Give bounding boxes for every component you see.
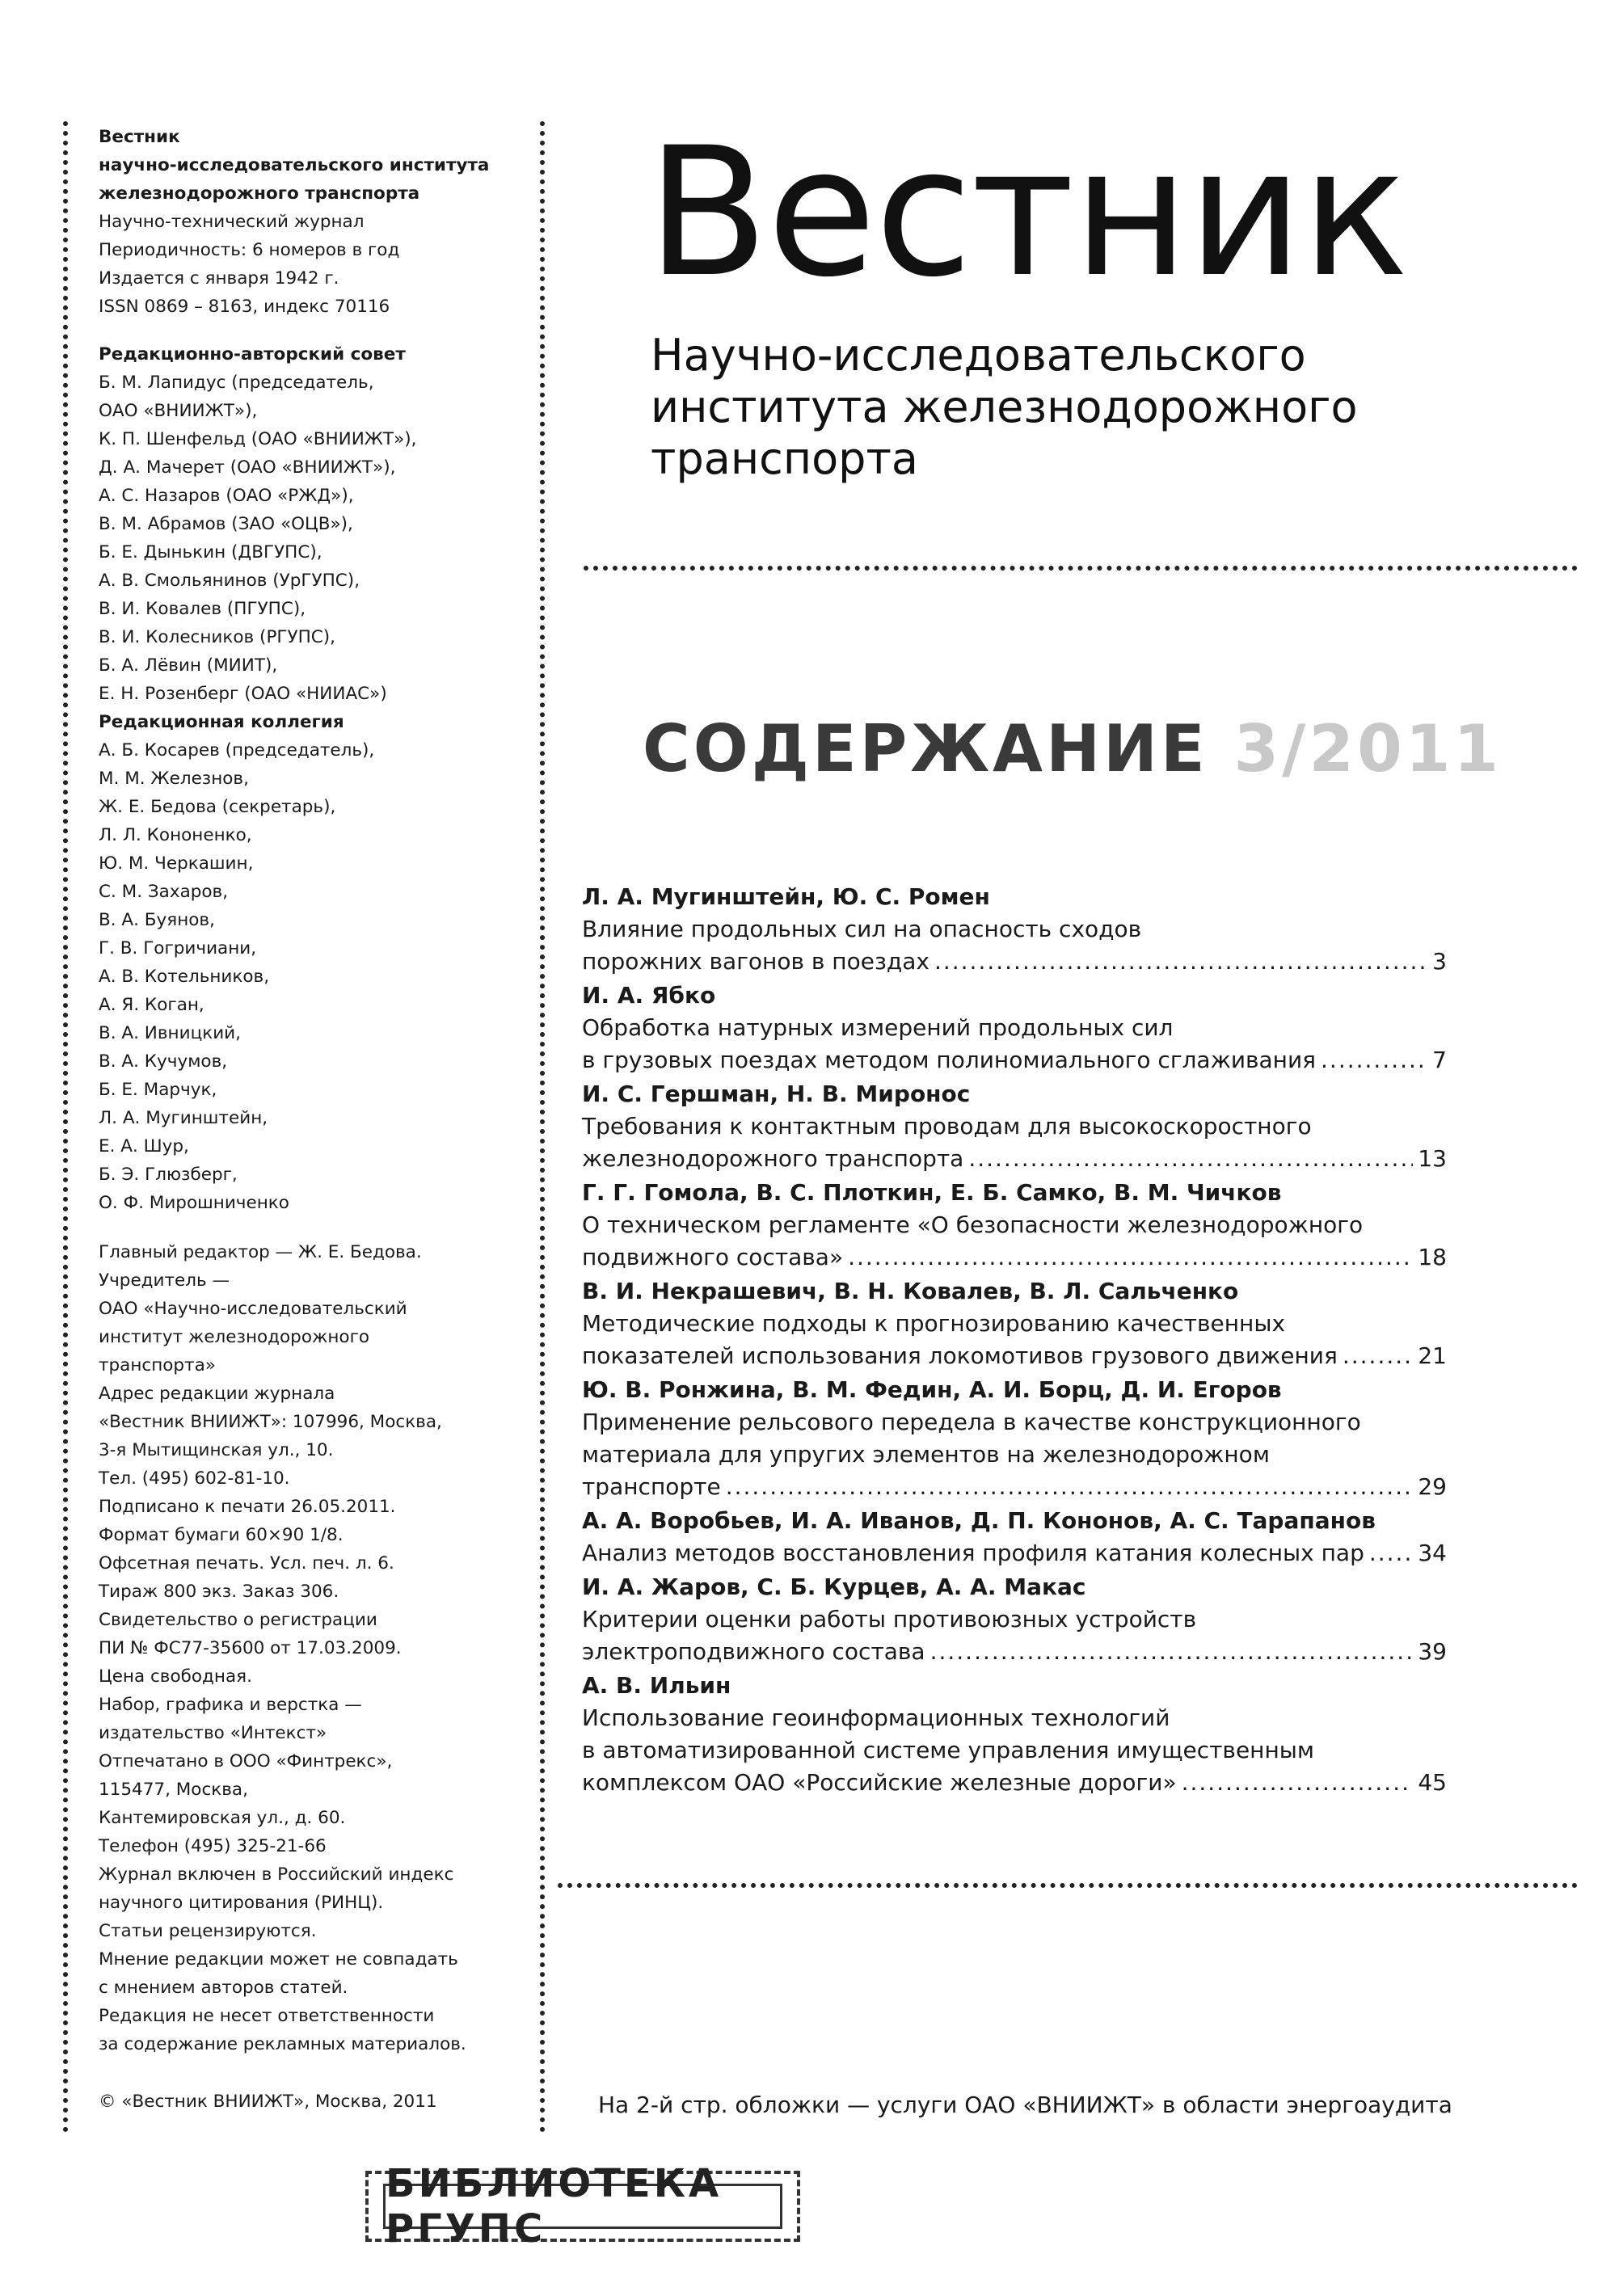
list-line: А. В. Смольянинов (УрГУПС), [99, 571, 360, 591]
toc-authors: Г. Г. Гомола, В. С. Плоткин, Е. Б. Самко, В. М. Чичков [582, 1179, 1282, 1206]
list-line: М. М. Железнов, [99, 769, 249, 789]
list-line: Д. А. Мачерет (ОАО «ВНИИЖТ»), [99, 457, 396, 478]
toc-title-line: Методические подходы к прогнозированию качественных [582, 1310, 1286, 1337]
list-line: Адрес редакции журнала [99, 1384, 335, 1404]
toc-entry [582, 1670, 1447, 1799]
list-line: ПИ № ФС77-35600 от 17.03.2009. [99, 1638, 402, 1658]
toc-leader-dots [968, 1143, 1413, 1175]
list-line: О. Ф. Мирошниченко [99, 1193, 289, 1213]
toc-leader-row [582, 1340, 1447, 1372]
info-line: ISSN 0869 – 8163, индекс 70116 [99, 297, 390, 317]
list-line: Мнение редакции может не совпадать [99, 1949, 458, 1970]
stamp-text: БИБЛИОТЕКА РГУПС [383, 2184, 782, 2229]
list-line: Редакция не несет ответственности [99, 2006, 435, 2026]
info-line: Издается с января 1942 г. [99, 268, 339, 289]
toc-leader-dots [930, 1636, 1414, 1668]
toc-authors: А. В. Ильин [582, 1672, 731, 1699]
toc-title-line: в автоматизированной системе управления имущественным [582, 1737, 1315, 1763]
list-line: В. А. Буянов, [99, 910, 215, 930]
toc-title-line: Анализ методов восстановления профиля катания колесных пар [582, 1540, 1364, 1566]
list-line: Главный редактор — Ж. Е. Бедова. [99, 1242, 422, 1262]
list-line: В. А. Ивницкий, [99, 1023, 241, 1043]
toc-leader-dots [1343, 1340, 1414, 1372]
toc-page-number: 13 [1418, 1145, 1447, 1172]
toc-page-number: 3 [1432, 948, 1447, 975]
list-line: Статьи рецензируются. [99, 1921, 317, 1941]
list-line: издательство «Интекст» [99, 1723, 327, 1743]
council-title: Редакционно-авторский совет [99, 344, 406, 364]
toc-leader-row [582, 1767, 1447, 1799]
list-line: Набор, графика и верстка — [99, 1695, 362, 1715]
toc-leader-row [582, 1044, 1447, 1076]
toc-entry [582, 1275, 1447, 1372]
toc-leader-dots [934, 946, 1427, 978]
list-line: Свидетельство о регистрации [99, 1610, 377, 1630]
list-line: Телефон (495) 325-21-66 [99, 1836, 327, 1856]
toc-entry [582, 1505, 1447, 1569]
list-line: Тел. (495) 602-81-10. [99, 1468, 290, 1489]
toc-leader-row [582, 1636, 1447, 1668]
list-line: Б. Е. Дынькин (ДВГУПС), [99, 542, 322, 562]
toc-entry [582, 881, 1447, 978]
toc-page-number: 21 [1418, 1342, 1447, 1369]
toc-authors: В. И. Некрашевич, В. Н. Ковалев, В. Л. Сальченко [582, 1278, 1239, 1304]
list-line: ОАО «Научно-исследовательский [99, 1299, 407, 1319]
list-line: Тираж 800 экз. Заказ 306. [99, 1582, 339, 1602]
list-line: Учредитель — [99, 1270, 230, 1291]
issue-number: 3/2011 [1233, 711, 1503, 786]
list-line: Е. А. Шур, [99, 1136, 189, 1156]
council-list [99, 369, 519, 708]
subtitle-line: института железнодорожного [651, 381, 1358, 432]
list-line: Е. Н. Розенберг (ОАО «НИИАС») [99, 684, 387, 704]
toc-title-line: порожних вагонов в поездах [582, 948, 929, 975]
toc-page-number: 29 [1418, 1473, 1447, 1500]
list-line: А. Я. Коган, [99, 995, 204, 1015]
library-stamp [365, 2161, 800, 2252]
table-of-contents [582, 881, 1447, 1801]
journal-info [99, 208, 519, 321]
contents-label: СОДЕРЖАНИЕ [643, 711, 1208, 786]
toc-leader-dots [1369, 1537, 1414, 1569]
list-line: транспорта» [99, 1355, 216, 1375]
list-line: Б. А. Лёвин (МИИТ), [99, 655, 278, 676]
left-dotted-border [63, 121, 68, 2134]
info-line: Периодичность: 6 номеров в год [99, 240, 400, 260]
list-line: Журнал включен в Российский индекс [99, 1864, 454, 1885]
middle-dotted-border [540, 121, 545, 2134]
toc-leader-dots [1321, 1044, 1427, 1076]
toc-leader-row [582, 1537, 1447, 1569]
list-line: С. М. Захаров, [99, 882, 229, 902]
toc-authors: И. С. Гершман, Н. В. Миронос [582, 1081, 971, 1107]
list-line: А. С. Назаров (ОАО «РЖД»), [99, 486, 354, 506]
masthead-subtitle [651, 330, 1358, 485]
toc-page-number: 45 [1418, 1769, 1447, 1796]
toc-page-number: 18 [1418, 1244, 1447, 1270]
toc-authors: И. А. Жаров, С. Б. Курцев, А. А. Макас [582, 1573, 1086, 1600]
toc-title-line: Влияние продольных сил на опасность сходов [582, 916, 1142, 942]
toc-entry [582, 1078, 1447, 1175]
board-title: Редакционная коллегия [99, 712, 344, 732]
toc-title-line: в грузовых поездах методом полиномиального сглаживания [582, 1047, 1317, 1073]
toc-authors: А. А. Воробьев, И. А. Иванов, Д. П. Кононов, А. С. Тарапанов [582, 1507, 1376, 1534]
top-dotted-rule [584, 566, 1578, 571]
list-line: В. И. Ковалев (ПГУПС), [99, 599, 306, 619]
contents-heading [643, 711, 1502, 786]
toc-entry [582, 1571, 1447, 1668]
list-line: ОАО «ВНИИЖТ»), [99, 401, 258, 421]
toc-page-number: 39 [1418, 1638, 1447, 1665]
journal-name-line: Вестник [99, 127, 180, 147]
toc-title-line: подвижного состава» [582, 1244, 844, 1270]
toc-title-line: Обработка натурных измерений продольных сил [582, 1014, 1174, 1041]
toc-title-line: железнодорожного транспорта [582, 1145, 964, 1172]
toc-authors: И. А. Ябко [582, 982, 716, 1009]
copyright: © «Вестник ВНИИЖТ», Москва, 2011 [99, 2092, 437, 2112]
toc-entry [582, 1374, 1447, 1503]
subtitle-line: Научно-исследовательского [651, 330, 1306, 381]
list-line: Формат бумаги 60×90 1/8. [99, 1525, 344, 1545]
list-line: с мнением авторов статей. [99, 1978, 348, 1998]
list-line: В. М. Абрамов (ЗАО «ОЦВ»), [99, 514, 353, 534]
toc-page-number: 34 [1418, 1540, 1447, 1566]
imprint-details [99, 1238, 519, 2058]
toc-title-line: материала для упругих элементов на железнодорожном [582, 1441, 1270, 1468]
toc-leader-dots [726, 1471, 1414, 1503]
masthead-title: Вестник [647, 109, 1408, 316]
toc-title-line: электроподвижного состава [582, 1638, 925, 1665]
toc-entry [582, 1177, 1447, 1274]
list-line: Отпечатано в ООО «Финтрекс», [99, 1751, 393, 1772]
list-line: 115477, Москва, [99, 1780, 248, 1800]
toc-authors: Л. А. Мугинштейн, Ю. С. Ромен [582, 883, 990, 910]
toc-title-line: комплексом ОАО «Российские железные дороги» [582, 1769, 1177, 1796]
list-line: В. И. Колесников (РГУПС), [99, 627, 336, 647]
list-line: Подписано к печати 26.05.2011. [99, 1497, 396, 1517]
subtitle-line: транспорта [651, 433, 918, 484]
list-line: Ж. Е. Бедова (секретарь), [99, 797, 336, 817]
toc-entry [582, 979, 1447, 1076]
toc-leader-row [582, 1471, 1447, 1503]
list-line: К. П. Шенфельд (ОАО «ВНИИЖТ»), [99, 429, 417, 449]
list-line: Г. В. Гогричиани, [99, 938, 257, 958]
list-line: В. А. Кучумов, [99, 1051, 228, 1072]
toc-title-line: транспорте [582, 1473, 721, 1500]
toc-title-line: Применение рельсового передела в качестве конструкционного [582, 1409, 1361, 1435]
list-line: институт железнодорожного [99, 1327, 370, 1347]
toc-title-line: О техническом регламенте «О безопасности железнодорожного [582, 1211, 1364, 1238]
toc-title-line: показателей использования локомотивов грузового движения [582, 1342, 1338, 1369]
toc-leader-row [582, 1143, 1447, 1175]
toc-leader-row [582, 1241, 1447, 1274]
list-line: Кантемировская ул., д. 60. [99, 1808, 346, 1828]
list-line: за содержание рекламных материалов. [99, 2034, 466, 2054]
toc-title-line: Требования к контактным проводам для высокоскоростного [582, 1113, 1312, 1140]
list-line: Б. Е. Марчук, [99, 1080, 217, 1100]
list-line: Б. М. Лапидус (председатель, [99, 373, 374, 393]
list-line: 3-я Мытищинская ул., 10. [99, 1440, 334, 1460]
list-line: Л. А. Мугинштейн, [99, 1108, 268, 1128]
journal-name-line: научно-исследовательского института [99, 155, 490, 175]
list-line: «Вестник ВНИИЖТ»: 107996, Москва, [99, 1412, 442, 1432]
list-line: Л. Л. Кононенко, [99, 825, 252, 845]
list-line: Ю. М. Черкашин, [99, 853, 254, 874]
journal-name-line: железнодорожного транспорта [99, 183, 420, 204]
toc-authors: Ю. В. Ронжина, В. М. Федин, А. И. Борц, Д. И. Егоров [582, 1376, 1282, 1403]
toc-title-line: Использование геоинформационных технологий [582, 1704, 1170, 1731]
cover-note: На 2-й стр. обложки — услуги ОАО «ВНИИЖТ» в области энергоаудита [598, 2092, 1452, 2118]
bottom-dotted-rule [558, 1883, 1578, 1888]
list-line: Б. Э. Глюзберг, [99, 1165, 238, 1185]
list-line: Офсетная печать. Усл. печ. л. 6. [99, 1553, 394, 1573]
toc-title-line: Критерии оценки работы противоюзных устройств [582, 1606, 1197, 1632]
info-line: Научно-технический журнал [99, 212, 365, 232]
imprint-column [99, 123, 519, 2058]
board-list [99, 736, 519, 1217]
toc-leader-dots [848, 1241, 1413, 1274]
toc-leader-row [582, 946, 1447, 978]
list-line: А. Б. Косарев (председатель), [99, 740, 375, 760]
toc-page-number: 7 [1432, 1047, 1447, 1073]
toc-leader-dots [1182, 1767, 1414, 1799]
list-line: А. В. Котельников, [99, 967, 270, 987]
journal-name [99, 123, 519, 208]
list-line: научного цитирования (РИНЦ). [99, 1893, 384, 1913]
list-line: Цена свободная. [99, 1666, 252, 1687]
